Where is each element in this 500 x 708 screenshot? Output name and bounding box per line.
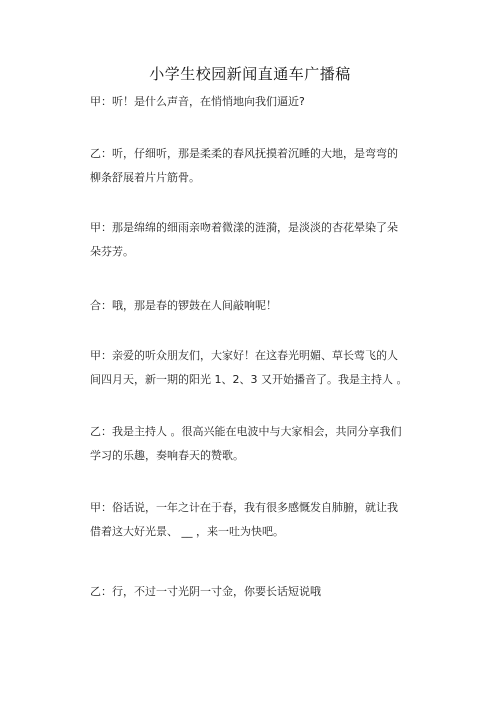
paragraph-line: 甲：那是绵绵的细雨亲吻着微漾的涟漪，是淡淡的杏花晕染了朵 [90, 221, 398, 234]
dialogue-paragraph [90, 294, 420, 318]
document-title: 小学生校园新闻直通车广播稿 [149, 65, 351, 83]
paragraph-line: 朵芬芳。 [90, 245, 134, 258]
paragraph-line: 借着这大好光景、 __ ，来一吐为快吧。 [90, 525, 284, 538]
paragraph-line: 甲：俗话说，一年之计在于春，我有很多感慨发自肺腑，就让我 [90, 501, 398, 514]
dialogue-paragraph [90, 580, 420, 604]
paragraph-line: 甲：亲爱的听众朋友们，大家好！在这春光明媚、草长莺飞的人 [90, 349, 398, 362]
dialogue-paragraph [90, 216, 420, 264]
dialogue-paragraph [90, 142, 420, 190]
paragraph-line: 间四月天，新一期的阳光 1、2、3 又开始播音了。我是主持人 。 [90, 373, 408, 386]
paragraph-line: 乙：行，不过一寸光阴一寸金，你要长话短说哦 [90, 585, 321, 598]
paragraph-line: 甲：听！是什么声音，在悄悄地向我们逼近? [90, 95, 305, 108]
paragraph-line: 合：哦，那是春的锣鼓在人间敲响呢！ [90, 299, 277, 312]
dialogue-paragraph [90, 344, 420, 392]
paragraph-line: 乙：听，仔细听，那是柔柔的春风抚摸着沉睡的大地，是弯弯的 [90, 147, 398, 160]
dialogue-paragraph [90, 420, 420, 468]
dialogue-paragraph [90, 496, 420, 544]
dialogue-paragraph [90, 90, 420, 114]
paragraph-line: 乙：我是主持人 。很高兴能在电波中与大家相会，共同分享我们 [90, 425, 402, 438]
paragraph-line: 学习的乐趣，奏响春天的赞歌。 [90, 449, 244, 462]
paragraph-line: 柳条舒展着片片筋骨。 [90, 171, 200, 184]
